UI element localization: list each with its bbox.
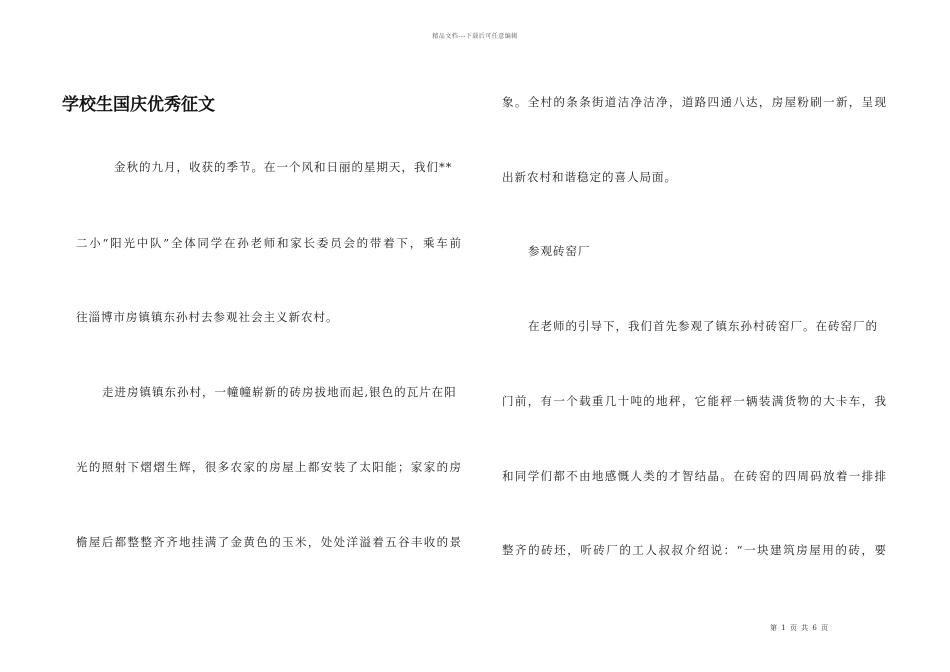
paragraph-line: 光的照射下熠熠生辉，很多农家的房屋上都安装了太阳能；家家的房 (76, 460, 462, 474)
paragraph-line: 金秋的九月，收获的季节。在一个风和日丽的星期天，我们** (114, 160, 453, 174)
document-title: 学校生国庆优秀征文 (62, 95, 215, 115)
paragraph-line: 整齐的砖坯，听砖厂的工人叔叔介绍说：“一块建筑房屋用的砖，要 (502, 543, 887, 557)
page-indicator: 第 1 页 共 6 页 (770, 624, 830, 632)
paragraph-line: 二小“阳光中队”全体同学在孙老师和家长委员会的带着下，乘车前 (76, 236, 462, 250)
section-heading: 参观砖窑厂 (528, 244, 591, 258)
paragraph-line: 门前，有一个载重几十吨的地秤，它能秤一辆装满货物的大卡车，我 (502, 394, 887, 408)
paragraph-line: 象。全村的条条街道洁净洁净，道路四通八达，房屋粉刷一新，呈现 (502, 95, 887, 109)
paragraph-line: 和同学们都不由地感慨人类的才智结晶。在砖窑的四周码放着一排排 (502, 469, 887, 483)
paragraph-line: 走进房镇镇东孙村，一幢幢崭新的砖房拔地而起,银色的瓦片在阳 (102, 385, 457, 399)
paragraph-line: 檐屋后都整整齐齐地挂满了金黄色的玉米，处处洋溢着五谷丰收的景 (76, 535, 462, 549)
paragraph-line: 出新农村和谐稳定的喜人局面。 (502, 170, 677, 184)
paragraph-line: 在老师的引导下，我们首先参观了镇东孙村砖窑厂。在砖窑厂的 (528, 319, 878, 333)
header-note: 精品文档---下载后可任意编辑 (432, 33, 518, 40)
paragraph-line: 往淄博市房镇镇东孙村去参观社会主义新农村。 (76, 310, 339, 324)
